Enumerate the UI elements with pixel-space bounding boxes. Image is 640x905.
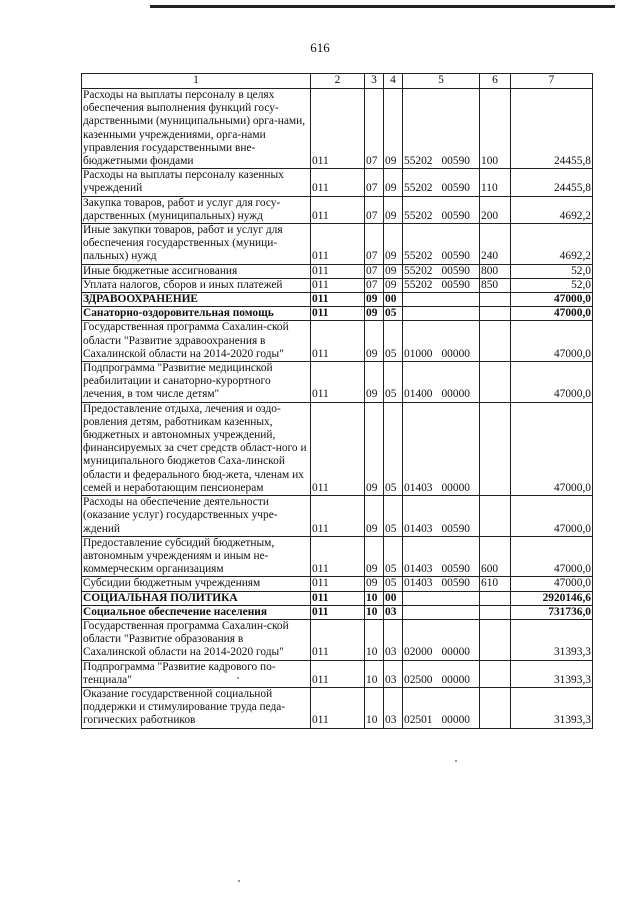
- cell-expense-type: [480, 402, 511, 495]
- target-program-code: 55202: [404, 264, 433, 277]
- table-body: [82, 89, 593, 729]
- table-row: [82, 660, 593, 687]
- cell-subsection: 03: [384, 619, 403, 660]
- cell-subsection: 05: [384, 496, 403, 537]
- table-row: [82, 496, 593, 537]
- cell-target-article: [403, 591, 480, 605]
- cell-amount: 24455,8: [511, 89, 593, 169]
- cell-name: Расходы на выплаты персоналу казенных учреждений: [82, 169, 311, 196]
- cell-expense-type: [480, 660, 511, 687]
- cell-name: СОЦИАЛЬНАЯ ПОЛИТИКА: [82, 591, 311, 605]
- cell-admin-code: 011: [311, 619, 365, 660]
- cell-amount: 47000,0: [511, 293, 593, 307]
- cell-expense-type: [480, 687, 511, 728]
- target-program-code: 01403: [404, 563, 433, 576]
- cell-name: Подпрограмма "Развитие кадрового по-тенциала": [82, 660, 311, 687]
- cell-name: Уплата налогов, сборов и иных платежей: [82, 278, 311, 292]
- scan-speck: [238, 880, 240, 882]
- top-rule: [150, 5, 615, 8]
- cell-name: Закупка товаров, работ и услуг для госу-дарственных (муниципальных) нужд: [82, 196, 311, 223]
- table-row: [82, 321, 593, 362]
- target-direction-code: 00590: [441, 182, 470, 195]
- table-row: [82, 307, 593, 321]
- cell-subsection: 05: [384, 321, 403, 362]
- cell-section: 10: [365, 591, 384, 605]
- cell-expense-type: [480, 293, 511, 307]
- cell-subsection: 00: [384, 293, 403, 307]
- cell-amount: 47000,0: [511, 362, 593, 403]
- target-program-code: 55202: [404, 209, 433, 222]
- cell-section: 07: [365, 264, 384, 278]
- target-program-code: 02000: [404, 646, 433, 659]
- target-direction-code: 00590: [441, 563, 470, 576]
- cell-expense-type: 800: [480, 264, 511, 278]
- table-row: [82, 224, 593, 265]
- cell-section: 10: [365, 619, 384, 660]
- target-direction-code: 00000: [441, 347, 470, 360]
- cell-section: 07: [365, 89, 384, 169]
- budget-table: [81, 73, 593, 729]
- table-row: [82, 687, 593, 728]
- cell-subsection: 09: [384, 89, 403, 169]
- cell-target-article: [403, 307, 480, 321]
- scan-speck: [455, 760, 457, 762]
- cell-target-article: [403, 169, 480, 196]
- cell-target-article: [403, 293, 480, 307]
- cell-amount: 31393,3: [511, 660, 593, 687]
- cell-section: 09: [365, 293, 384, 307]
- scan-speck: [237, 677, 239, 679]
- cell-admin-code: 011: [311, 264, 365, 278]
- target-direction-code: 00590: [441, 155, 470, 168]
- cell-expense-type: 110: [480, 169, 511, 196]
- cell-name: Государственная программа Сахалин-ской области "Развитие здравоохранения в Сахалинской области на 2014-2020 годы": [82, 321, 311, 362]
- cell-name: Социальное обеспечение населения: [82, 605, 311, 619]
- cell-name: Расходы на выплаты персоналу в целях обеспечения выполнения функций госу-дарственными (муниципальными) орга-нами, казенными учреждениями, орга-нами управления государственными вне-бюджетными фондами: [82, 89, 311, 169]
- cell-amount: 4692,2: [511, 196, 593, 223]
- target-direction-code: 00590: [441, 209, 470, 222]
- col-header: 1: [82, 74, 311, 89]
- cell-subsection: 00: [384, 591, 403, 605]
- cell-expense-type: 850: [480, 278, 511, 292]
- cell-admin-code: 011: [311, 362, 365, 403]
- cell-subsection: 09: [384, 264, 403, 278]
- target-direction-code: 00590: [441, 522, 470, 535]
- cell-subsection: 03: [384, 660, 403, 687]
- target-direction-code: 00590: [441, 278, 470, 291]
- target-direction-code: 00590: [441, 250, 470, 263]
- cell-admin-code: 011: [311, 169, 365, 196]
- cell-target-article: [403, 687, 480, 728]
- cell-admin-code: 011: [311, 402, 365, 495]
- table-row: [82, 591, 593, 605]
- cell-name: Субсидии бюджетным учреждениям: [82, 577, 311, 591]
- cell-section: 09: [365, 321, 384, 362]
- cell-admin-code: 011: [311, 687, 365, 728]
- cell-amount: 47000,0: [511, 307, 593, 321]
- cell-admin-code: 011: [311, 89, 365, 169]
- target-direction-code: 00000: [441, 388, 470, 401]
- cell-section: 07: [365, 196, 384, 223]
- table-row: [82, 362, 593, 403]
- cell-target-article: [403, 264, 480, 278]
- cell-section: 09: [365, 577, 384, 591]
- table-row: [82, 536, 593, 577]
- col-header: 7: [511, 74, 593, 89]
- target-program-code: 01403: [404, 481, 433, 494]
- cell-target-article: [403, 321, 480, 362]
- col-header: 5: [403, 74, 480, 89]
- target-direction-code: 00000: [441, 646, 470, 659]
- cell-admin-code: 011: [311, 660, 365, 687]
- cell-section: 07: [365, 224, 384, 265]
- target-program-code: 01403: [404, 577, 433, 590]
- cell-section: 10: [365, 660, 384, 687]
- cell-section: 09: [365, 307, 384, 321]
- cell-subsection: 05: [384, 307, 403, 321]
- cell-admin-code: 011: [311, 321, 365, 362]
- cell-target-article: [403, 362, 480, 403]
- target-program-code: 55202: [404, 182, 433, 195]
- cell-subsection: 09: [384, 169, 403, 196]
- cell-expense-type: 610: [480, 577, 511, 591]
- cell-admin-code: 011: [311, 224, 365, 265]
- cell-amount: 31393,3: [511, 619, 593, 660]
- target-direction-code: 00000: [441, 714, 470, 727]
- cell-target-article: [403, 224, 480, 265]
- table-row: [82, 278, 593, 292]
- target-program-code: 02500: [404, 673, 433, 686]
- cell-name: Иные закупки товаров, работ и услуг для обеспечения государственных (муници-пальных) нужд: [82, 224, 311, 265]
- cell-target-article: [403, 577, 480, 591]
- cell-name: Государственная программа Сахалин-ской области "Развитие образования в Сахалинской области на 2014-2020 годы": [82, 619, 311, 660]
- cell-amount: 52,0: [511, 278, 593, 292]
- target-program-code: 02501: [404, 714, 433, 727]
- table-row: [82, 89, 593, 169]
- table-row: [82, 293, 593, 307]
- cell-target-article: [403, 605, 480, 619]
- cell-target-article: [403, 496, 480, 537]
- cell-expense-type: 200: [480, 196, 511, 223]
- cell-expense-type: 100: [480, 89, 511, 169]
- cell-subsection: 09: [384, 224, 403, 265]
- cell-expense-type: [480, 321, 511, 362]
- cell-section: 09: [365, 536, 384, 577]
- cell-name: Подпрограмма "Развитие медицинской реабилитации и санаторно-курортного лечения, в том числе детям": [82, 362, 311, 403]
- table-row: [82, 402, 593, 495]
- cell-section: 10: [365, 605, 384, 619]
- cell-amount: 31393,3: [511, 687, 593, 728]
- cell-amount: 47000,0: [511, 577, 593, 591]
- cell-name: Санаторно-оздоровительная помощь: [82, 307, 311, 321]
- col-header: 6: [480, 74, 511, 89]
- table-row: [82, 196, 593, 223]
- cell-amount: 4692,2: [511, 224, 593, 265]
- cell-subsection: 09: [384, 196, 403, 223]
- cell-admin-code: 011: [311, 496, 365, 537]
- target-program-code: 01000: [404, 347, 433, 360]
- target-direction-code: 00000: [441, 481, 470, 494]
- cell-amount: 52,0: [511, 264, 593, 278]
- target-program-code: 55202: [404, 250, 433, 263]
- target-direction-code: 00000: [441, 673, 470, 686]
- target-program-code: 01400: [404, 388, 433, 401]
- cell-section: 09: [365, 402, 384, 495]
- cell-name: Предоставление субсидий бюджетным, автономным учреждениям и иным не-коммерческим организациям: [82, 536, 311, 577]
- cell-expense-type: 240: [480, 224, 511, 265]
- cell-subsection: 05: [384, 362, 403, 403]
- cell-subsection: 05: [384, 536, 403, 577]
- col-header: 4: [384, 74, 403, 89]
- cell-subsection: 09: [384, 278, 403, 292]
- cell-target-article: [403, 660, 480, 687]
- cell-amount: 47000,0: [511, 321, 593, 362]
- cell-expense-type: [480, 496, 511, 537]
- cell-section: 10: [365, 687, 384, 728]
- cell-admin-code: 011: [311, 536, 365, 577]
- cell-expense-type: [480, 591, 511, 605]
- cell-expense-type: [480, 362, 511, 403]
- cell-name: Иные бюджетные ассигнования: [82, 264, 311, 278]
- cell-subsection: 03: [384, 605, 403, 619]
- cell-name: Предоставление отдыха, лечения и оздо-ровления детям, работникам казенных, бюджетных и автономных учреждений, финансируемых за счет средств област-ного и муниципального бюджетов Саха-линской области и федерального бюд-жета, членам их семей и неработающим пенсионерам: [82, 402, 311, 495]
- target-direction-code: 00590: [441, 264, 470, 277]
- cell-section: 09: [365, 362, 384, 403]
- cell-expense-type: [480, 605, 511, 619]
- table-row: [82, 577, 593, 591]
- cell-amount: 731736,0: [511, 605, 593, 619]
- cell-expense-type: [480, 619, 511, 660]
- cell-admin-code: 011: [311, 591, 365, 605]
- col-header: 2: [311, 74, 365, 89]
- cell-name: Расходы на обеспечение деятельности (оказание услуг) государственных учре-ждений: [82, 496, 311, 537]
- cell-admin-code: 011: [311, 307, 365, 321]
- cell-expense-type: [480, 307, 511, 321]
- cell-amount: 47000,0: [511, 402, 593, 495]
- target-direction-code: 00590: [441, 577, 470, 590]
- cell-section: 07: [365, 169, 384, 196]
- header-row: [82, 74, 593, 89]
- cell-target-article: [403, 278, 480, 292]
- target-program-code: 55202: [404, 278, 433, 291]
- col-header: 3: [365, 74, 384, 89]
- cell-admin-code: 011: [311, 278, 365, 292]
- cell-subsection: 05: [384, 402, 403, 495]
- cell-target-article: [403, 402, 480, 495]
- cell-subsection: 05: [384, 577, 403, 591]
- cell-admin-code: 011: [311, 293, 365, 307]
- cell-target-article: [403, 89, 480, 169]
- table-row: [82, 619, 593, 660]
- cell-admin-code: 011: [311, 605, 365, 619]
- target-program-code: 01403: [404, 522, 433, 535]
- cell-admin-code: 011: [311, 577, 365, 591]
- cell-section: 09: [365, 496, 384, 537]
- target-program-code: 55202: [404, 155, 433, 168]
- cell-target-article: [403, 196, 480, 223]
- cell-amount: 2920146,6: [511, 591, 593, 605]
- cell-amount: 47000,0: [511, 496, 593, 537]
- page-number: 616: [310, 40, 330, 55]
- table-row: [82, 169, 593, 196]
- cell-expense-type: 600: [480, 536, 511, 577]
- cell-section: 07: [365, 278, 384, 292]
- cell-admin-code: 011: [311, 196, 365, 223]
- cell-target-article: [403, 536, 480, 577]
- cell-subsection: 03: [384, 687, 403, 728]
- table-row: [82, 264, 593, 278]
- cell-amount: 24455,8: [511, 169, 593, 196]
- cell-target-article: [403, 619, 480, 660]
- cell-name: Оказание государственной социальной поддержки и стимулирование труда педа-гогических работников: [82, 687, 311, 728]
- cell-name: ЗДРАВООХРАНЕНИЕ: [82, 293, 311, 307]
- table-row: [82, 605, 593, 619]
- cell-amount: 47000,0: [511, 536, 593, 577]
